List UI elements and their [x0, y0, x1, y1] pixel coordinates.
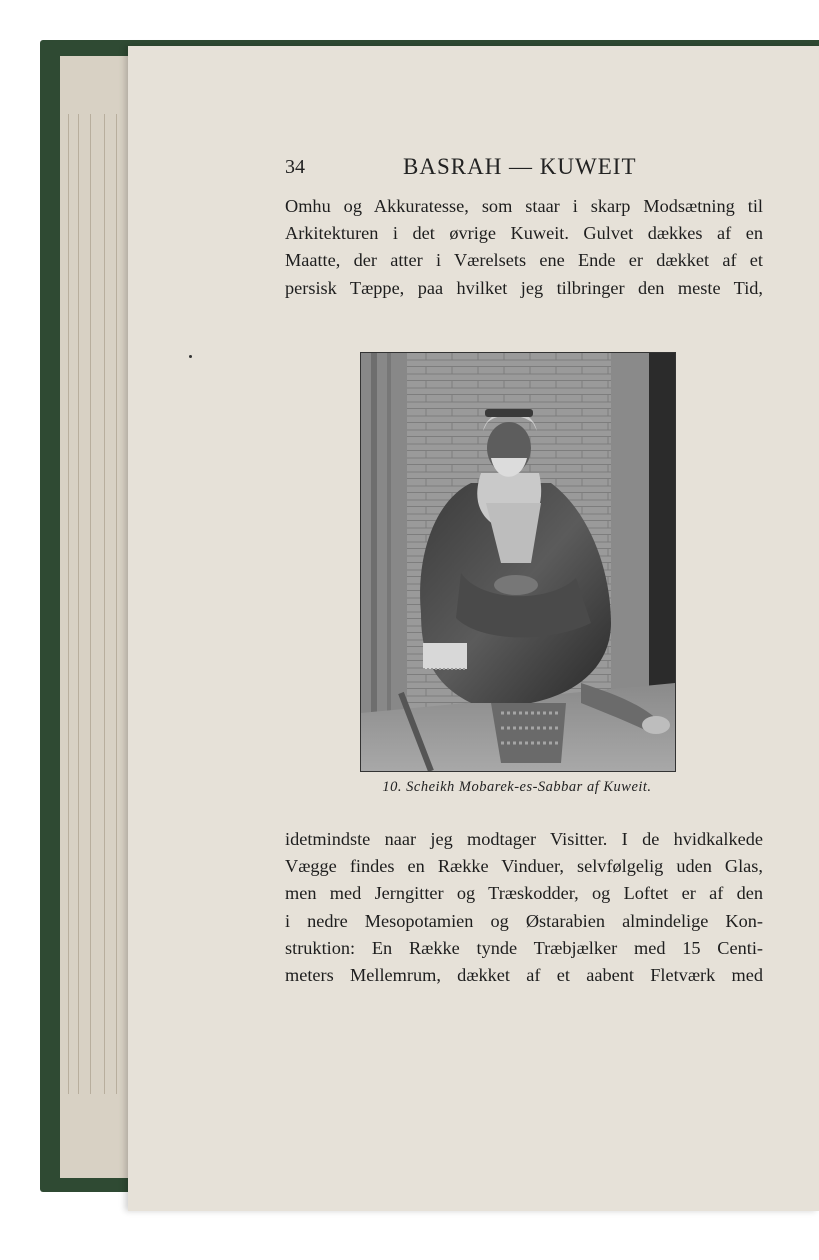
text-line: men med Jerngitter og Træskodder, og Loftet er af den: [285, 883, 763, 904]
print-speck: [189, 355, 192, 358]
text-line: Vægge findes en Række Vinduer, selvfølgelig uden Glas,: [285, 856, 763, 877]
text-line: struktion: En Række tynde Træbjælker med 15 Centi-: [285, 937, 763, 958]
figure-photo: [360, 352, 676, 772]
text-line: Maatte, der atter i Værelsets ene Ende er dækket af et: [285, 250, 763, 271]
book-page: [128, 46, 819, 1211]
text-line: idetmindste naar jeg modtager Visitter. I de hvidkalkede: [285, 829, 763, 849]
page-number: 34: [285, 156, 305, 178]
running-head-title: BASRAH — KUWEIT: [403, 154, 637, 179]
paragraph-top: [285, 193, 763, 302]
paragraph-bottom: [285, 826, 763, 989]
text-line: persisk Tæppe, paa hvilket jeg tilbringer den meste Tid,: [285, 277, 763, 298]
text-line: Omhu og Akkuratesse, som staar i skarp Modsætning til: [285, 196, 763, 216]
text-line: meters Mellemrum, dækket af et aabent Fletværk med: [285, 965, 763, 986]
portrait-illustration: [361, 353, 675, 771]
text-line: Arkitekturen i det øvrige Kuweit. Gulvet dækkes af en: [285, 223, 763, 244]
running-head: [285, 154, 755, 184]
text-line: i nedre Mesopotamien og Østarabien almindelige Kon-: [285, 910, 763, 931]
figure-caption: 10. Scheikh Mobarek-es-Sabbar af Kuweit.: [382, 779, 652, 795]
